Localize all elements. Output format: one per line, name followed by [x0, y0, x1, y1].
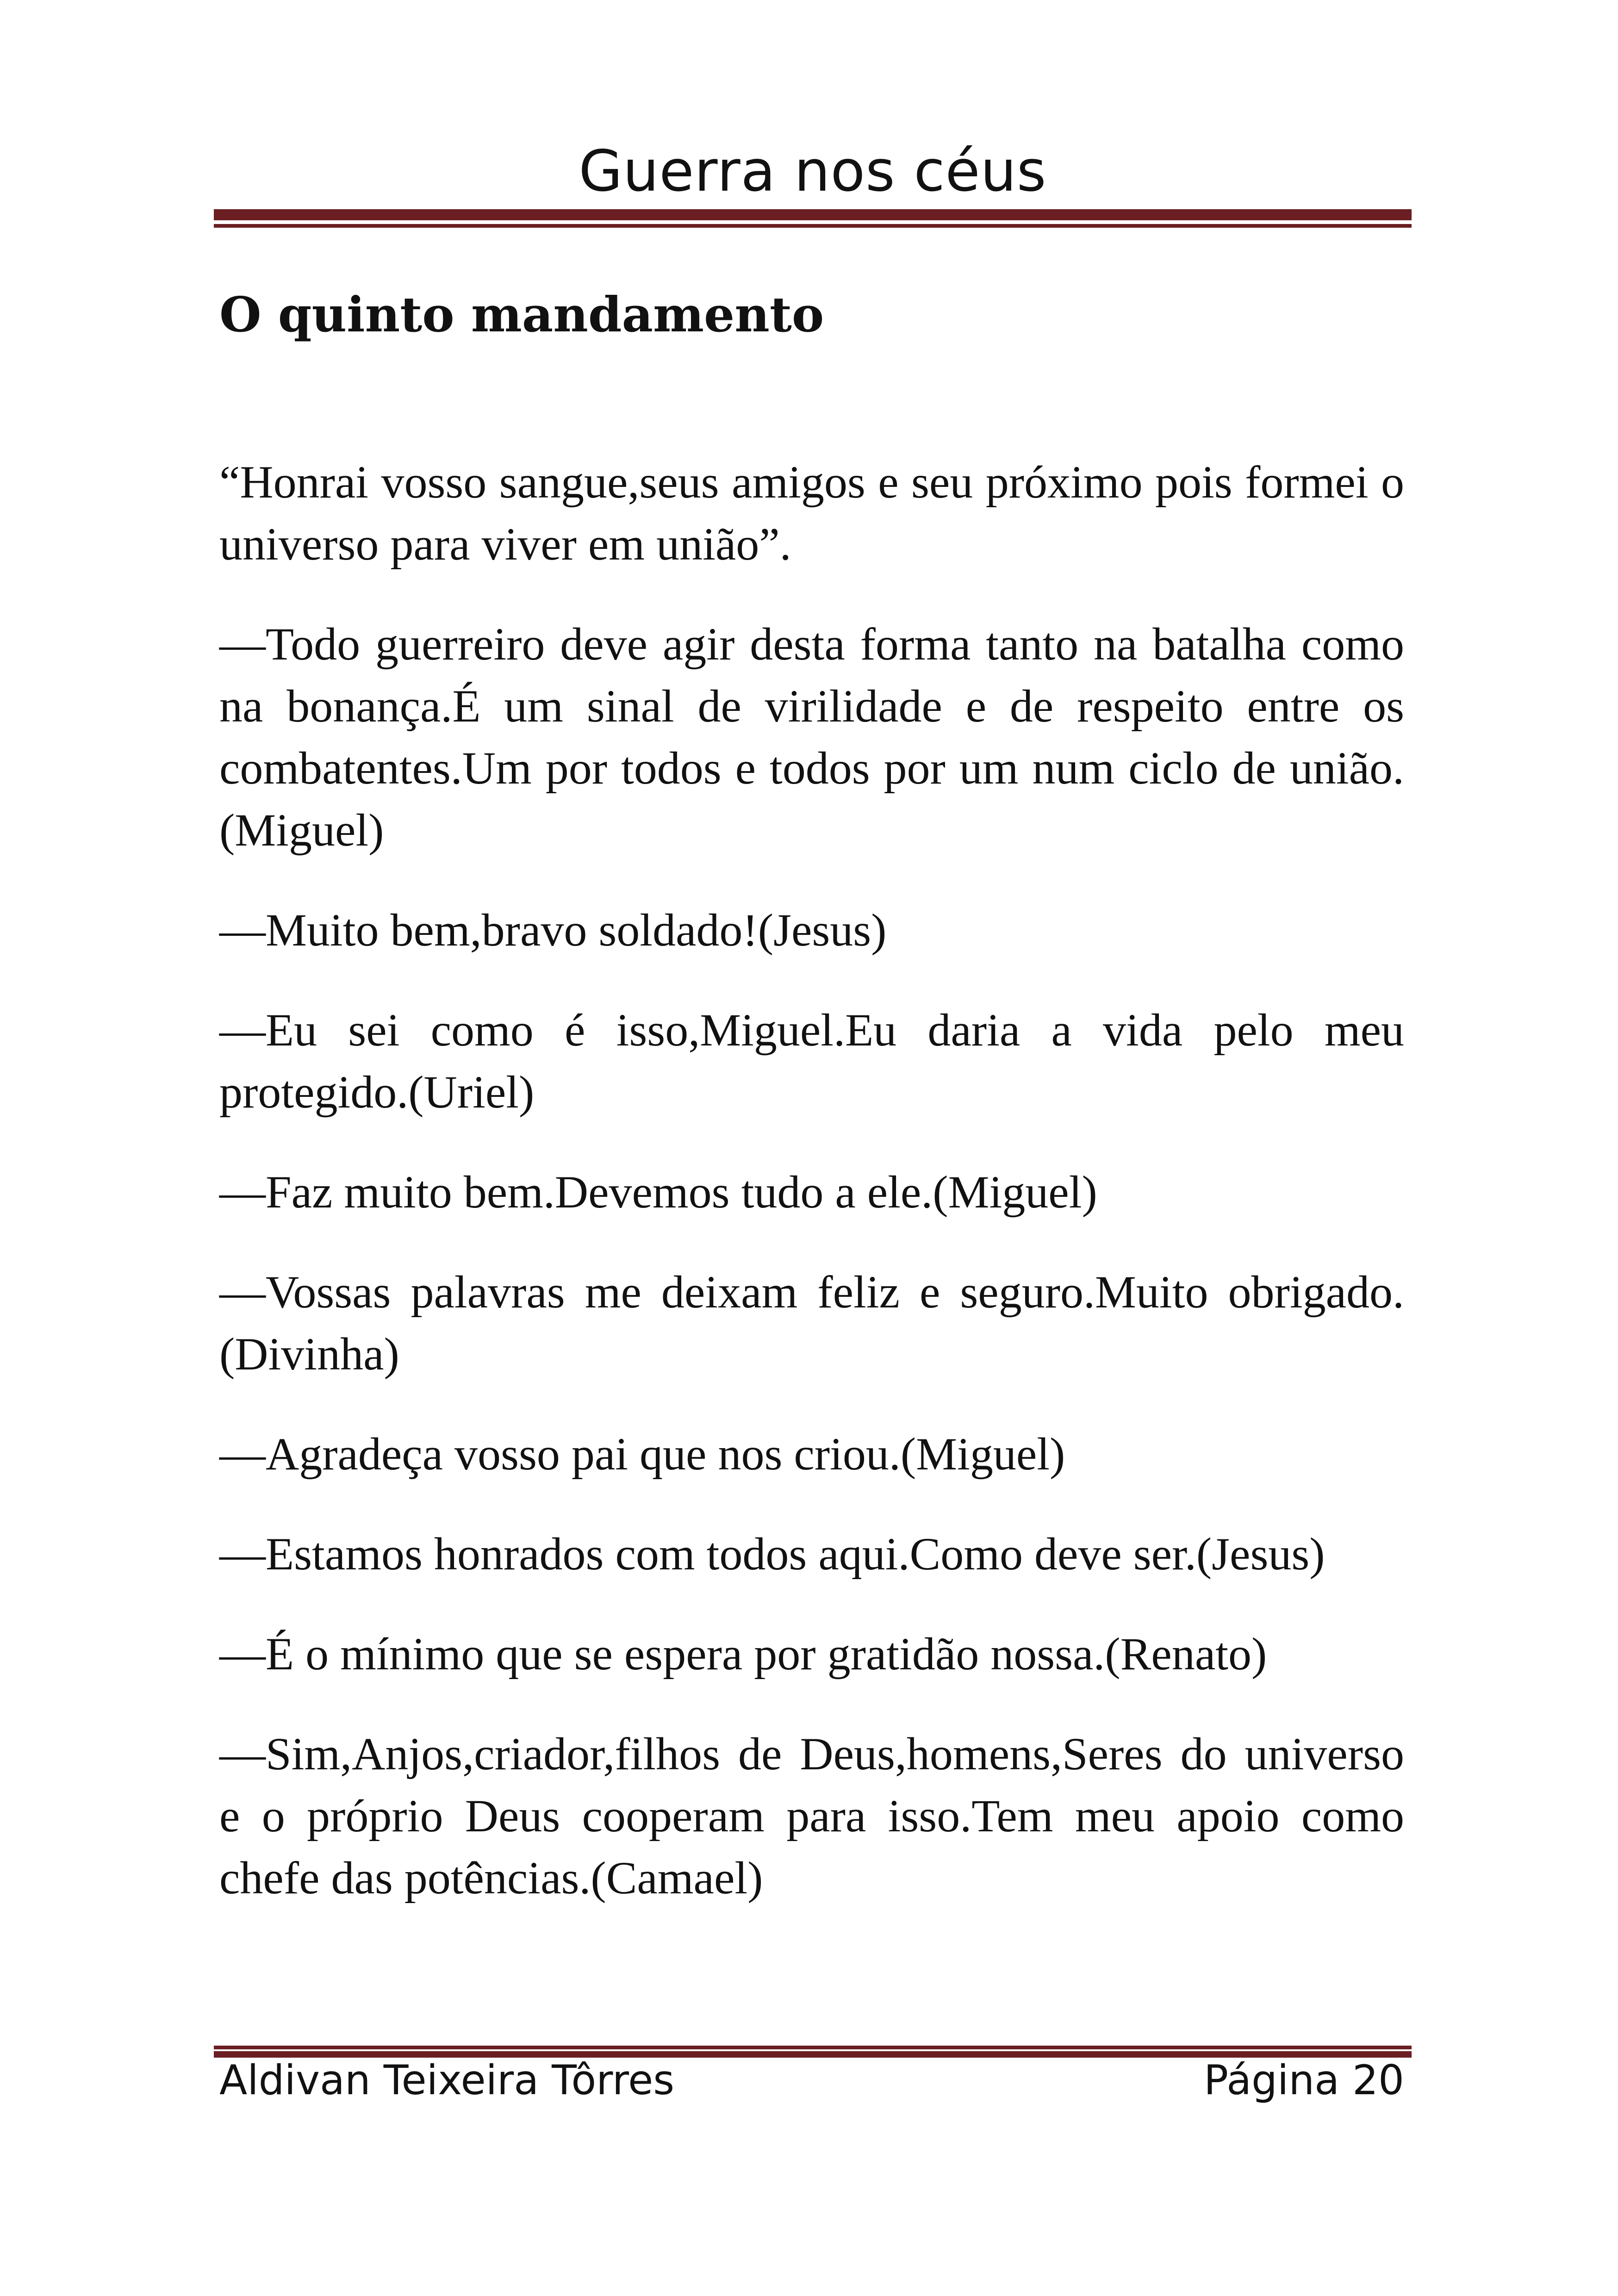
page-number: Página 20	[1204, 2056, 1404, 2104]
header-rule-thin	[214, 224, 1412, 228]
dialogue-paragraph: —É o mínimo que se espera por gratidão nossa.(Renato)	[219, 1628, 1267, 1680]
chapter-title: O quinto mandamento	[219, 286, 824, 343]
dialogue-paragraph: —Vossas palavras me deixam feliz e seguro.Muito obrigado.(Divinha)	[219, 1266, 1404, 1380]
running-header-title: Guerra nos céus	[579, 138, 1047, 204]
dialogue-paragraph: —Agradeça vosso pai que nos criou.(Miguel)	[219, 1428, 1065, 1480]
dialogue-paragraph: —Faz muito bem.Devemos tudo a ele.(Miguel)	[219, 1166, 1097, 1218]
footer-author: Aldivan Teixeira Tôrres	[219, 2056, 675, 2104]
dialogue-paragraph: —Eu sei como é isso,Miguel.Eu daria a vida pelo meu protegido.(Uriel)	[219, 1004, 1404, 1118]
dialogue-paragraph: —Sim,Anjos,criador,filhos de Deus,homens,Seres do universo e o próprio Deus cooperam para isso.Tem meu apoio como chefe das potências.(Camael)	[219, 1728, 1404, 1904]
dialogue-paragraph: —Estamos honrados com todos aqui.Como deve ser.(Jesus)	[219, 1528, 1325, 1580]
dialogue-paragraph: —Todo guerreiro deve agir desta forma tanto na batalha como na bonança.É um sinal de virilidade e de respeito entre os combatentes.Um por todos e todos por um num ciclo de união.(Miguel)	[219, 618, 1404, 856]
header-rule-thick	[214, 209, 1412, 220]
dialogue-paragraph: —Muito bem,bravo soldado!(Jesus)	[219, 904, 887, 956]
epigraph-paragraph: “Honrai vosso sangue,seus amigos e seu próximo pois formei o universo para viver em união”.	[219, 456, 1404, 570]
footer-rule-thin	[214, 2046, 1412, 2049]
body-text	[219, 451, 1404, 1947]
